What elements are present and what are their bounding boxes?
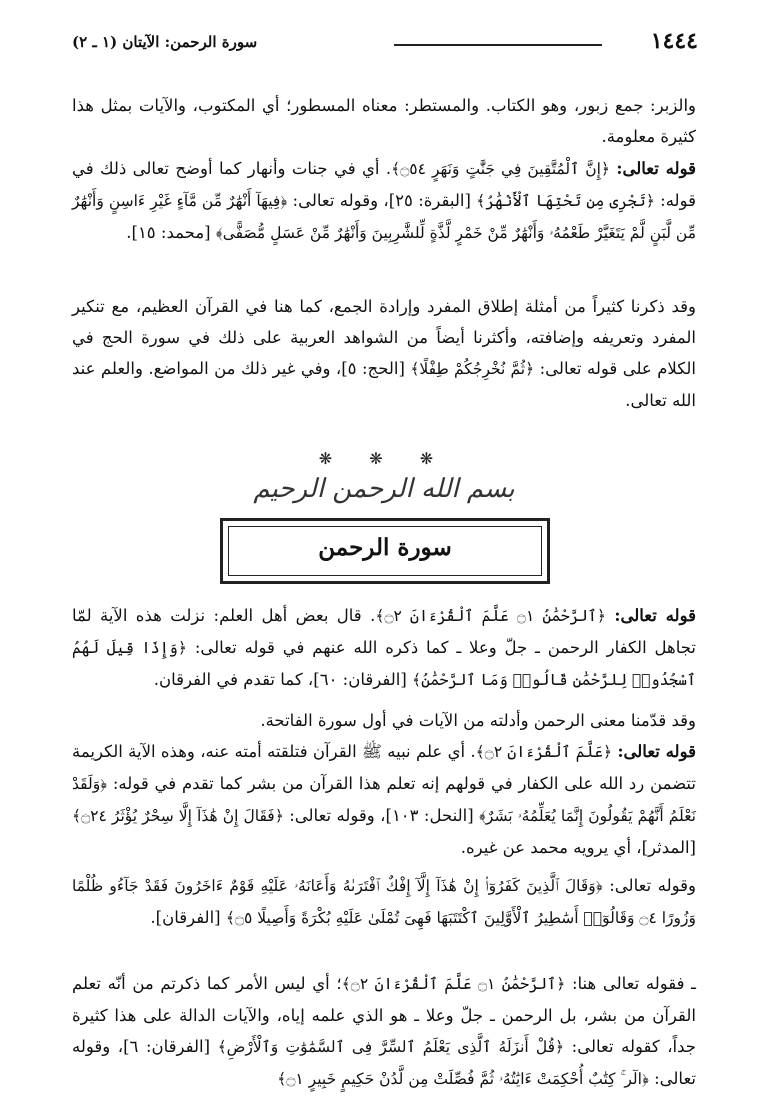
running-title: سورة الرحمن: الآيتان (١ ـ ٢) [72,33,258,51]
citation: [الفرقان]. [150,908,226,927]
quran-verse: ﴿وَلَقَدْ نَعْلَمُ أَنَّهُمْ يَقُولُونَ إِنَّمَا يُعَلِّمُهُۥ بَشَرٌ﴾ [72,775,696,825]
paragraph-text: [الفرقان: ٦٠]، كما تقدم في الفرقان. [153,670,413,689]
paragraph-text: ـ فقوله تعالى هنا: [565,974,696,993]
surah-title-frame [220,518,550,584]
running-header [72,28,698,58]
paragraph-text: والزبر: جمع زبور، وهو الكتاب. والمستطر: معناه المسطور؛ أي المكتوب، والآيات بمثل هذا كثيرة معلومة. [72,96,696,146]
paragraph-4 [72,600,696,696]
paragraph-text: وقد قدّمنا معنى الرحمن وأدلته من الآيات في أول سورة الفاتحة. [260,711,696,730]
paragraph-text: وقوله تعالى: [602,876,696,895]
paragraph-3 [72,291,696,416]
paragraph-text: ؛ أي ليس الأمر كما ذكرتم من أنّه تعلم القرآن من بشر، بل الرحمن ـ جلّ وعلا ـ هو الذي علمه إياه، والآيات الدالة على هذا كثيرة جداً، كقوله تعالى: [72,974,697,1056]
qawluhu-label: قوله تعالى: [617,742,696,761]
basmala-calligraphy: بسم الله الرحمن الرحيم [253,474,515,504]
citation: [النحل: ١٠٣]، وقوله تعالى: [283,806,480,825]
quran-verse: ﴿ٱلرَّحْمَٰنُ ۝١ عَلَّمَ ٱلْقُرْءَانَ ۝٢﴾ [341,975,566,993]
quran-verse: ﴿تَجْرِى مِن تَحْتِهَا ٱلْأَنْهَٰرُ﴾ [476,192,655,210]
paragraph-1 [72,90,696,152]
citation: [الفرقان: ٦]، وقوله تعالى: [72,1037,696,1088]
qawluhu-label: قوله تعالى: [616,159,696,178]
section-separator: ❋ ❋ ❋ [318,449,450,468]
paragraph-text: . أي علم نبيه ﷺ القرآن فتلقته أمته عنه، وهذه الآية الكريمة تتضمن رد الله على الكفار في قولهم إنه تعلم هذا القرآن من بشر كما تقدم في قوله: [72,742,696,793]
surah-title: سورة الرحمن [318,534,452,561]
quran-verse: ﴿ٱلرَّحْمَٰنُ ۝١ عَلَّمَ ٱلْقُرْءَانَ ۝٢﴾ [375,607,606,625]
page-number: ١٤٤٤ [650,28,698,54]
paragraph-6 [72,736,696,863]
paragraph-7 [72,870,696,934]
paragraph-text: . أي في جنات وأنهار كما أوضح تعالى ذلك في قوله: [72,159,696,210]
quran-verse: ﴿فَقَالَ إِنْ هَٰذَآ إِلَّا سِحْرٌ يُؤْثَرُ ۝٢٤﴾ [72,807,284,825]
paragraph-text: [المدثر]، أي يرويه محمد عن غيره. [460,838,696,857]
paragraph-8 [72,968,696,1095]
paragraph-2 [72,153,696,249]
citation: [محمد: ١٥]. [126,223,216,242]
quran-verse: ﴿وَقَالَ ٱلَّذِينَ كَفَرُوٓا۟ إِنْ هَٰذَآ إِلَّآ إِفْكٌ ٱفْتَرَىٰهُ وَأَعَانَهُۥ عَلَيْهِ قَوْمٌ ءَاخَرُونَ فَقَدْ جَآءُو ظُلْمًا وَزُورًا ۝٤ وَقَالُوٓا۟ أَسَٰطِيرُ ٱلْأَوَّلِينَ ٱكْتَتَبَهَا فَهِىَ تُمْلَىٰ عَلَيْهِ بُكْرَةً وَأَصِيلًا ۝٥﴾ [72,877,696,927]
quran-verse: ﴿ثُمَّ نُخْرِجُكُمْ طِفْلًا﴾ [410,360,535,378]
paragraph-text: . قال بعض أهل العلم: نزلت هذه الآية لمّا تجاهل الكفار الرحمن ـ جلّ وعلا ـ كما ذكره الله عنهم في قوله تعالى: [72,606,696,657]
citation: [البقرة: ٢٥]، وقوله تعالى: [287,191,477,210]
paragraph-text: [الحج: ٥]، وفي غير ذلك من المواضع. والعلم عند الله تعالى. [72,359,696,410]
quran-verse: ﴿إِنَّ ٱلْمُتَّقِينَ فِي جَنَّٰتٍ وَنَهَرٍ ۝٥٤﴾ [391,160,611,178]
qawluhu-label: قوله تعالى: [614,606,696,625]
quran-verse: ﴿وَإِذَا قِيلَ لَهُمُ ٱسْجُدُوا۟ لِلرَّحْمَٰنِ قَالُوا۟ وَمَا ٱلرَّحْمَٰنُ﴾ [72,639,696,689]
quran-verse: ﴿عَلَّمَ ٱلْقُرْءَانَ ۝٢﴾ [475,743,613,761]
quran-verse: ﴿قُلْ أَنزَلَهُ ٱلَّذِى يَعْلَمُ ٱلسِّرَّ فِى ٱلسَّمَٰوَٰتِ وَٱلْأَرْضِ﴾ [217,1038,565,1056]
quran-verse: ﴿فِيهَآ أَنْهَٰرٌ مِّن مَّآءٍ غَيْرِ ءَاسِنٍ وَأَنْهَٰرٌ مِّن لَّبَنٍ لَّمْ يَتَغَيَّرْ طَعْمُهُۥ وَأَنْهَٰرٌ مِّنْ خَمْرٍ لَّذَّةٍ لِّلشَّٰرِبِينَ وَأَنْهَٰرٌ مِّنْ عَسَلٍ مُّصَفًّى﴾ [72,192,696,242]
paragraph-5 [72,705,696,736]
paragraph-text: وقد ذكرنا كثيراً من أمثلة إطلاق المفرد وإرادة الجمع، كما هنا في القرآن العظيم، مع تنكير المفرد وتعريفه وإضافته، وأكثرنا أيضاً من الشواهد العربية على ذلك في سورة الحج في الكلام على قوله تعالى: [72,297,696,378]
header-rule [394,44,602,46]
quran-verse: ﴿الٓر ۚ كِتَٰبٌ أُحْكِمَتْ ءَايَٰتُهُۥ ثُمَّ فُصِّلَتْ مِن لَّدُنْ حَكِيمٍ خَبِيرٍ ۝١﴾ [277,1070,649,1088]
